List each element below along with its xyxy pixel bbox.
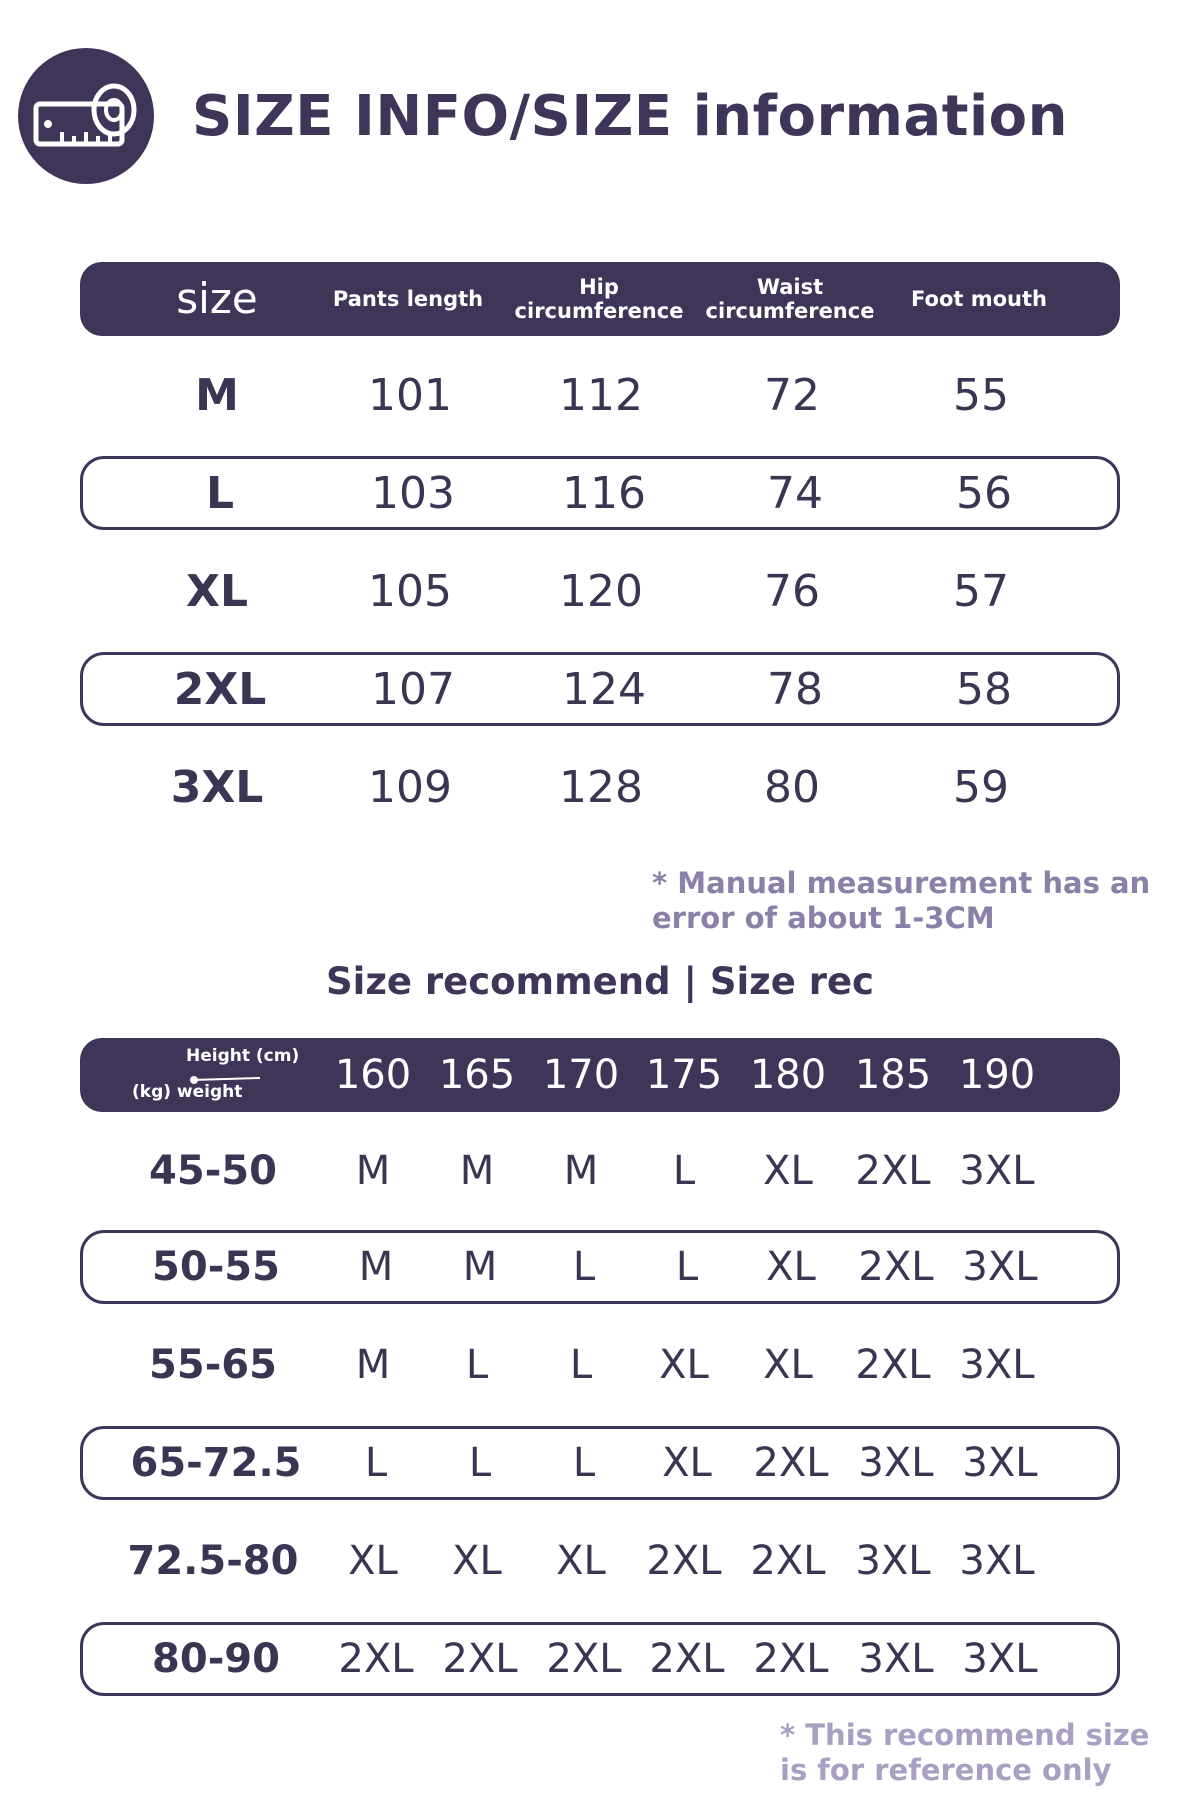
size-cell: 2XL: [649, 1636, 725, 1682]
size-cell: 2XL: [442, 1636, 518, 1682]
size-cell: 2XL: [855, 1148, 931, 1194]
size-cell: 3XL: [962, 1636, 1038, 1682]
size-cell: L: [672, 1148, 696, 1194]
size-cell: 2XL: [750, 1538, 826, 1584]
size-cell: L: [205, 467, 235, 519]
foot-mouth-cell: 55: [953, 369, 1009, 421]
weight-range-cell: 72.5-80: [127, 1538, 299, 1584]
size-cell: 3XL: [858, 1636, 934, 1682]
table-row: [80, 554, 1120, 628]
height-axis-label: Height (cm): [186, 1046, 300, 1066]
size-cell: XL: [766, 1244, 816, 1290]
pants-length-cell: 101: [368, 369, 452, 421]
table-row: [80, 456, 1120, 530]
size-cell: XL: [348, 1538, 398, 1584]
size-cell: L: [465, 1342, 489, 1388]
size-cell: 2XL: [858, 1244, 934, 1290]
size-cell: M: [358, 1244, 394, 1290]
recommend-table-header: [80, 1038, 1120, 1112]
waist-cell: 72: [764, 369, 820, 421]
height-header: 190: [958, 1052, 1036, 1098]
weight-range-cell: 80-90: [152, 1636, 280, 1682]
weight-range-cell: 45-50: [149, 1148, 277, 1194]
size-cell: 3XL: [959, 1342, 1035, 1388]
size-cell: 2XL: [173, 663, 267, 715]
size-cell: XL: [659, 1342, 709, 1388]
size-cell: XL: [556, 1538, 606, 1584]
foot-mouth-cell: 59: [953, 761, 1009, 813]
pants-length-cell: 103: [371, 467, 455, 519]
measurement-note-line-1: * Manual measurement has an: [652, 866, 1151, 900]
pants-length-cell: 107: [371, 663, 455, 715]
size-cell: 3XL: [962, 1244, 1038, 1290]
size-cell: L: [468, 1440, 492, 1486]
size-cell: XL: [763, 1342, 813, 1388]
pants-length-cell: 105: [368, 565, 452, 617]
waist-cell: 74: [767, 467, 823, 519]
hip-cell: 124: [562, 663, 646, 715]
height-header: 170: [542, 1052, 620, 1098]
size-cell: XL: [763, 1148, 813, 1194]
size-cell: 2XL: [338, 1636, 414, 1682]
size-cell: M: [462, 1244, 498, 1290]
size-cell: L: [364, 1440, 388, 1486]
recommend-title: Size recommend | Size rec: [326, 960, 874, 1003]
table-row: [80, 1524, 1120, 1598]
table-row: [80, 1328, 1120, 1402]
size-cell: 2XL: [646, 1538, 722, 1584]
measuring-tape-icon: [18, 48, 154, 184]
hip-cell: 128: [559, 761, 643, 813]
size-cell: 3XL: [858, 1440, 934, 1486]
table-row: [80, 1622, 1120, 1696]
column-header-foot-mouth: Foot mouth: [911, 287, 1047, 311]
recommend-table: [80, 1038, 1120, 1698]
size-cell: M: [563, 1148, 599, 1194]
size-cell: M: [195, 369, 239, 421]
column-header-waist: Waist circumference: [705, 275, 875, 323]
size-cell: XL: [452, 1538, 502, 1584]
table-row: [80, 1230, 1120, 1304]
weight-range-cell: 65-72.5: [130, 1440, 302, 1486]
measurement-note-line-2: error of about 1-3CM: [652, 901, 995, 935]
weight-range-cell: 55-65: [149, 1342, 277, 1388]
hip-cell: 116: [562, 467, 646, 519]
recommend-note: [780, 1718, 1149, 1788]
column-header-size: size: [176, 274, 258, 323]
height-header: 185: [854, 1052, 932, 1098]
size-cell: XL: [662, 1440, 712, 1486]
table-row: [80, 652, 1120, 726]
size-cell: L: [572, 1244, 596, 1290]
size-cell: 3XL: [855, 1538, 931, 1584]
waist-cell: 76: [764, 565, 820, 617]
size-cell: 3XL: [959, 1538, 1035, 1584]
foot-mouth-cell: 57: [953, 565, 1009, 617]
size-cell: XL: [186, 565, 248, 617]
table-row: [80, 1134, 1120, 1208]
size-cell: 2XL: [753, 1636, 829, 1682]
height-header: 160: [334, 1052, 412, 1098]
pants-length-cell: 109: [368, 761, 452, 813]
table-row: [80, 1426, 1120, 1500]
recommend-note-line-1: * This recommend size: [780, 1718, 1150, 1752]
size-cell: 2XL: [546, 1636, 622, 1682]
size-table-header: [80, 262, 1120, 336]
size-cell: M: [355, 1342, 391, 1388]
size-cell: 3XL: [962, 1440, 1038, 1486]
table-row: [80, 358, 1120, 432]
header: [18, 48, 1068, 184]
size-cell: L: [675, 1244, 699, 1290]
size-cell: 3XL: [959, 1148, 1035, 1194]
waist-cell: 80: [764, 761, 820, 813]
size-cell: 2XL: [855, 1342, 931, 1388]
size-cell: M: [459, 1148, 495, 1194]
weight-axis-label: (kg) weight: [132, 1082, 243, 1102]
size-cell: L: [572, 1440, 596, 1486]
size-cell: 3XL: [170, 761, 264, 813]
column-header-pants-length: Pants length: [332, 287, 484, 311]
hip-cell: 120: [559, 565, 643, 617]
size-cell: M: [355, 1148, 391, 1194]
waist-cell: 78: [767, 663, 823, 715]
table-row: [80, 750, 1120, 824]
size-cell: L: [569, 1342, 593, 1388]
column-header-hip: Hip circumference: [514, 275, 684, 323]
recommend-note-line-2: is for reference only: [780, 1753, 1112, 1787]
measurement-note: [652, 866, 1150, 936]
height-header: 175: [645, 1052, 723, 1098]
foot-mouth-cell: 58: [956, 663, 1012, 715]
size-cell: 2XL: [753, 1440, 829, 1486]
page-title: SIZE INFO/SIZE information: [192, 83, 1069, 149]
hip-cell: 112: [559, 369, 643, 421]
weight-range-cell: 50-55: [152, 1244, 280, 1290]
height-header: 180: [749, 1052, 827, 1098]
foot-mouth-cell: 56: [956, 467, 1012, 519]
height-header: 165: [438, 1052, 516, 1098]
size-table: [80, 262, 1120, 822]
